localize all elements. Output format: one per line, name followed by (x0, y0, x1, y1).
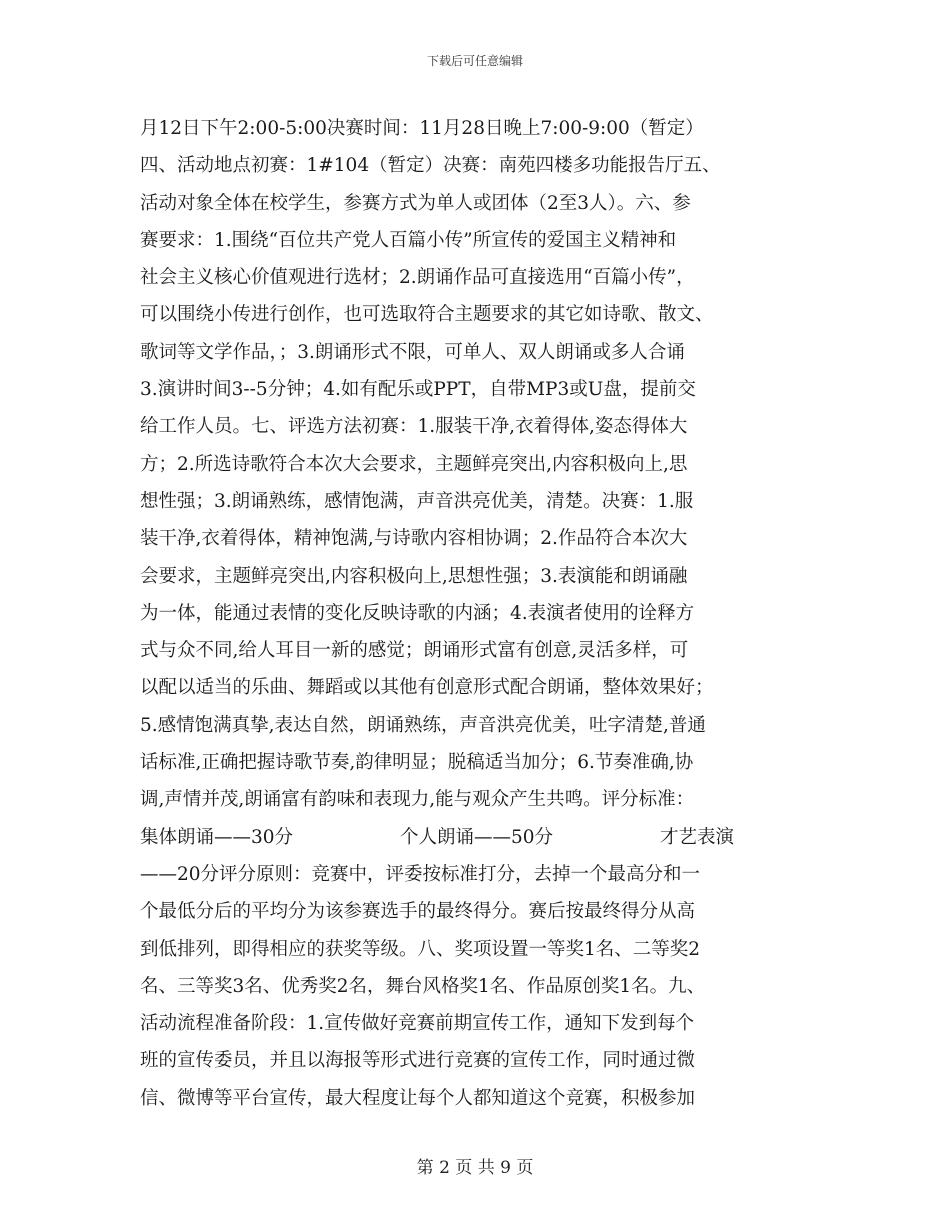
text-line: 可以围绕小传进行创作，也可选取符合主题要求的其它如诗歌、散文、 (140, 304, 714, 326)
text-line: 5.感情饱满真挚,表达自然，朗诵熟练，声音洪亮优美，吐字清楚,普通 (140, 714, 706, 736)
text-line: 调,声情并茂,朗诵富有韵味和表现力,能与观众产生共鸣。评分标准： (140, 789, 695, 811)
text-line: 装干净,衣着得体，精神饱满,与诗歌内容相协调；2.作品符合本次大 (140, 528, 688, 550)
text-line: ——20分评分原则：竞赛中，评委按标准打分，去掉一个最高分和一 (140, 863, 701, 885)
text-line: 社会主义核心价值观进行选材；2.朗诵作品可直接选用“百篇小传”， (140, 267, 695, 289)
text-line: 想性强；3.朗诵熟练，感情饱满，声音洪亮优美，清楚。决赛：1.服 (140, 490, 694, 512)
text-line: 信、微博等平台宣传，最大程度让每个人都知道这个竞赛，积极参加 (140, 1087, 696, 1109)
text-line: 活动流程准备阶段：1.宣传做好竞赛前期宣传工作，通知下发到每个 (140, 1013, 695, 1035)
text-line: 月12日下午2:00-5:00决赛时间：11月28日晚上7:00-9:00（暂定） (140, 118, 704, 139)
document-body (140, 110, 830, 1117)
text-line: 赛要求：1.围绕“百位共产党人百篇小传”所宣传的爱国主义精神和 (140, 229, 677, 251)
text-line: 会要求，主题鲜亮突出,内容积极向上,思想性强；3.表演能和朗诵融 (140, 565, 688, 587)
score-item-group: 集体朗诵——30分 (140, 826, 294, 848)
text-line: 3.演讲时间3--5分钟；4.如有配乐或PPT，自带MP3或U盘，提前交 (140, 379, 696, 401)
score-standards-line (140, 819, 830, 856)
text-line: 为一体，能通过表情的变化反映诗歌的内涵；4.表演者使用的诠释方 (140, 602, 695, 624)
text-line: 方；2.所选诗歌符合本次大会要求，主题鲜亮突出,内容积极向上,思 (140, 453, 688, 475)
text-line: 歌词等文学作品，；3.朗诵形式不限，可单人、双人朗诵或多人合诵 (140, 341, 685, 363)
score-item-individual: 个人朗诵——50分 (400, 826, 554, 848)
text-line: 班的宣传委员，并且以海报等形式进行竞赛的宣传工作，同时通过微 (140, 1050, 696, 1072)
text-line: 活动对象全体在校学生，参赛方式为单人或团体（2至3人）。六、参 (140, 192, 691, 214)
page-number: 第 2 页 共 9 页 (416, 1158, 534, 1178)
page-header-note: 下载后可任意编辑 (426, 54, 523, 68)
text-line: 到低排列，即得相应的获奖等级。八、奖项设置一等奖1名、二等奖2 (140, 938, 701, 960)
text-line: 以配以适当的乐曲、舞蹈或以其他有创意形式配合朗诵，整体效果好； (140, 677, 714, 699)
text-line: 个最低分后的平均分为该参赛选手的最终得分。赛后按最终得分从高 (140, 901, 696, 923)
text-line: 名、三等奖3名、优秀奖2名，舞台风格奖1名、作品原创奖1名。九、 (140, 975, 706, 997)
text-line: 式与众不同,给人耳目一新的感觉；朗诵形式富有创意,灵活多样，可 (140, 640, 689, 662)
text-line: 话标准,正确把握诗歌节奏,韵律明显；脱稿适当加分；6.节奏准确,协 (140, 752, 694, 774)
text-line: 四、活动地点初赛：1#104（暂定）决赛：南苑四楼多功能报告厅五、 (140, 155, 721, 177)
score-item-talent: 才艺表演 (660, 826, 735, 848)
text-line: 给工作人员。七、评选方法初赛：1.服装干净,衣着得体,姿态得体大 (140, 416, 688, 438)
